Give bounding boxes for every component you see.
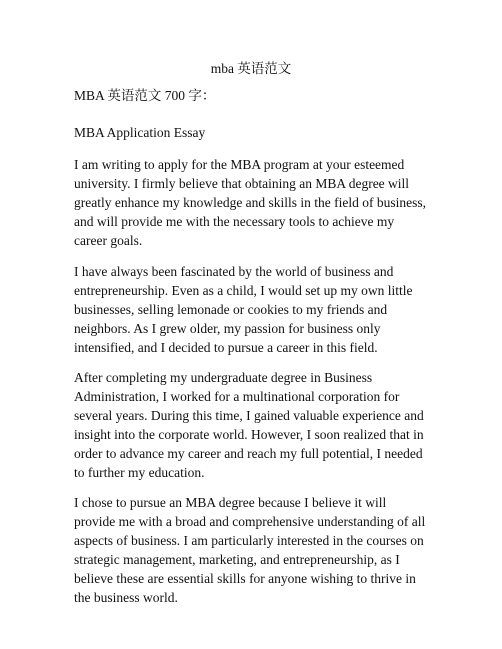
- essay-subtitle: MBA 英语范文 700 字：: [74, 88, 216, 103]
- paragraph-3: After completing my undergraduate degree in Business Administration, I worked for a multinational corporation for several years. During this time, I gained valuable experience and insight into the corporate world. However, I soon realized that in order to advance my career and reach my full potential, I needed to further my education.: [74, 370, 424, 480]
- paragraph-1: I am writing to apply for the MBA program at your esteemed university. I firmly believe that obtaining an MBA degree will greatly enhance my knowledge and skills in the field of business, and will provide me with the necessary tools to achieve my career goals.: [74, 157, 427, 248]
- paragraph-4: I chose to pursue an MBA degree because I believe it will provide me with a broad and comprehensive understanding of all aspects of business. I am particularly interested in the courses on strategic management, marketing, and entrepreneurship, as I believe these are essential skills for anyone wishing to thrive in the business world.: [74, 495, 426, 605]
- page-title: mba 英语范文: [210, 61, 292, 76]
- paragraph-2: I have always been fascinated by the world of business and entrepreneurship. Even as a child, I would set up my own little businesses, selling lemonade or cookies to my friends and neighbors. As I grew older, my passion for business only intensified, and I decided to pursue a career in this field.: [74, 264, 413, 355]
- essay-title: MBA Application Essay: [74, 125, 206, 140]
